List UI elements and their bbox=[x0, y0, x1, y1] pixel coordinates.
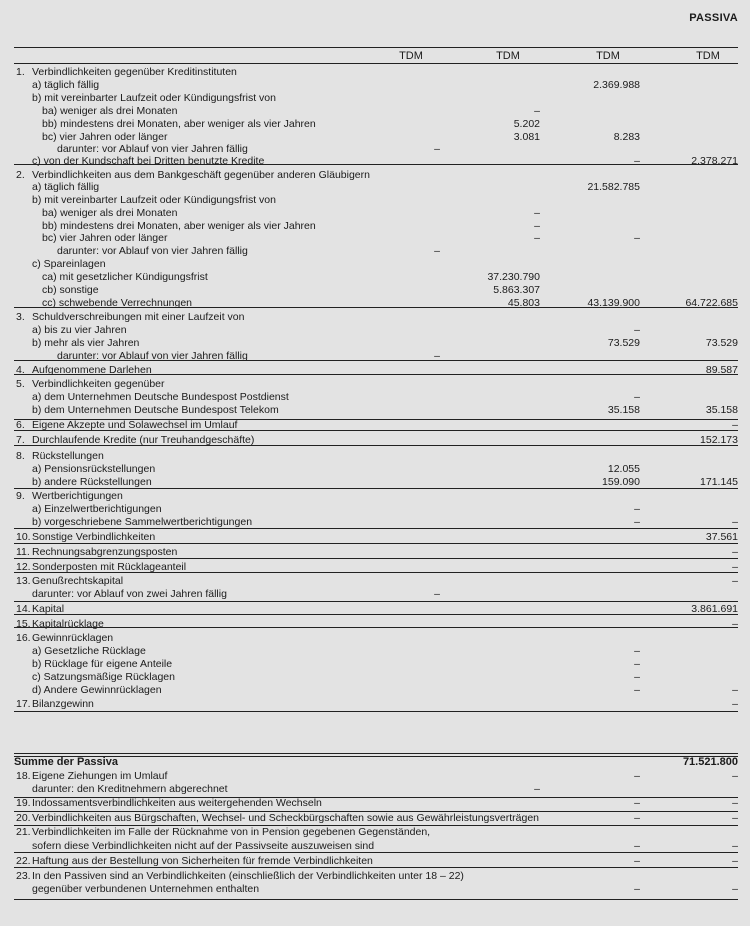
section-rule bbox=[14, 419, 738, 420]
value-col-4: – bbox=[732, 797, 738, 809]
row-number: 12. bbox=[16, 561, 31, 573]
section-rule bbox=[14, 164, 738, 165]
table-row bbox=[0, 404, 750, 417]
row-label: b) vorgeschriebene Sammelwertberichtigungen bbox=[32, 516, 253, 528]
row-label: darunter: den Kreditnehmern abgerechnet bbox=[32, 783, 228, 795]
value-col-4: – bbox=[732, 575, 738, 587]
section-rule bbox=[14, 601, 738, 602]
header-col-1: TDM bbox=[399, 50, 423, 62]
value-col-4: – bbox=[732, 516, 738, 528]
table-row bbox=[0, 378, 750, 391]
value-col-2: 5.863.307 bbox=[493, 284, 540, 296]
value-col-4: – bbox=[732, 812, 738, 824]
row-label: a) bis zu vier Jahren bbox=[32, 324, 127, 336]
section-rule bbox=[14, 558, 738, 559]
row-number: 7. bbox=[16, 434, 25, 446]
row-label: Gewinnrücklagen bbox=[32, 632, 114, 644]
row-label: Schuldverschreibungen mit einer Laufzeit von bbox=[32, 311, 245, 323]
section-rule bbox=[14, 825, 738, 826]
value-col-2: – bbox=[534, 105, 540, 117]
value-col-3: – bbox=[634, 671, 640, 683]
row-number: 23. bbox=[16, 870, 31, 882]
value-col-4: – bbox=[732, 618, 738, 630]
row-label: bb) mindestens drei Monaten, aber weniger als vier Jahren bbox=[42, 118, 316, 130]
row-label: Rückstellungen bbox=[32, 450, 104, 462]
value-col-2: 3.081 bbox=[513, 131, 540, 143]
table-row bbox=[0, 297, 750, 310]
row-label: ca) mit gesetzlicher Kündigungsfrist bbox=[42, 271, 208, 283]
row-label: ba) weniger als drei Monaten bbox=[42, 207, 178, 219]
value-col-3: – bbox=[634, 516, 640, 528]
value-col-3: – bbox=[634, 684, 640, 696]
row-label: ba) weniger als drei Monaten bbox=[42, 105, 178, 117]
table-row bbox=[0, 155, 750, 168]
row-label: Durchlaufende Kredite (nur Treuhandgeschäfte) bbox=[32, 434, 255, 446]
value-col-3: 73.529 bbox=[607, 337, 640, 349]
table-row bbox=[0, 463, 750, 476]
table-row bbox=[0, 770, 750, 783]
value-col-4: – bbox=[732, 419, 738, 431]
value-col-2: – bbox=[534, 232, 540, 244]
table-row bbox=[0, 503, 750, 516]
row-label: Haftung aus der Bestellung von Sicherheiten für fremde Verbindlichkeiten bbox=[32, 855, 373, 867]
row-label: bc) vier Jahren oder länger bbox=[42, 232, 168, 244]
value-col-1: – bbox=[434, 588, 440, 600]
table-row bbox=[0, 870, 750, 883]
value-col-2: – bbox=[534, 207, 540, 219]
value-col-3: 159.090 bbox=[602, 476, 640, 488]
table-row bbox=[0, 826, 750, 839]
row-label: c) Satzungsmäßige Rücklagen bbox=[32, 671, 175, 683]
row-label: cb) sonstige bbox=[42, 284, 99, 296]
header-col-3: TDM bbox=[596, 50, 620, 62]
row-label: Rechnungsabgrenzungsposten bbox=[32, 546, 178, 558]
header-col-2: TDM bbox=[496, 50, 520, 62]
table-row bbox=[0, 698, 750, 711]
section-rule bbox=[14, 614, 738, 615]
value-col-4: 35.158 bbox=[705, 404, 738, 416]
row-number: 4. bbox=[16, 364, 25, 376]
value-col-4: 89.587 bbox=[705, 364, 738, 376]
header-rule bbox=[14, 63, 738, 64]
row-label: darunter: vor Ablauf von vier Jahren fällig bbox=[57, 350, 248, 362]
row-label: a) täglich fällig bbox=[32, 79, 100, 91]
row-label: bc) vier Jahren oder länger bbox=[42, 131, 168, 143]
row-label: Eigene Akzepte und Solawechsel im Umlauf bbox=[32, 419, 238, 431]
row-label: b) mehr als vier Jahren bbox=[32, 337, 140, 349]
table-row bbox=[0, 258, 750, 271]
table-row bbox=[0, 337, 750, 350]
row-label: In den Passiven sind an Verbindlichkeiten (einschließlich der Verbindlichkeiten unter 18 – 22) bbox=[32, 870, 464, 882]
table-row bbox=[0, 391, 750, 404]
table-row bbox=[0, 118, 750, 131]
table-row bbox=[0, 324, 750, 337]
value-col-3: 8.283 bbox=[613, 131, 640, 143]
table-row bbox=[0, 490, 750, 503]
row-label: a) Gesetzliche Rücklage bbox=[32, 645, 146, 657]
value-col-3: – bbox=[634, 391, 640, 403]
row-number: 20. bbox=[16, 812, 31, 824]
table-row bbox=[0, 92, 750, 105]
table-row bbox=[0, 450, 750, 463]
value-col-3: 21.582.785 bbox=[587, 181, 640, 193]
value-col-2: 5.202 bbox=[513, 118, 540, 130]
table-row bbox=[0, 364, 750, 377]
section-rule bbox=[14, 528, 738, 529]
section-rule bbox=[14, 711, 738, 712]
row-label: d) Andere Gewinnrücklagen bbox=[32, 684, 162, 696]
total-rule bbox=[14, 753, 738, 754]
row-label: Sonderposten mit Rücklageanteil bbox=[32, 561, 187, 573]
value-col-3: – bbox=[634, 232, 640, 244]
value-col-3: – bbox=[634, 503, 640, 515]
value-col-3: – bbox=[634, 645, 640, 657]
page-title: PASSIVA bbox=[689, 12, 738, 24]
table-row bbox=[0, 194, 750, 207]
row-label: a) täglich fällig bbox=[32, 181, 100, 193]
value-col-3: – bbox=[634, 840, 640, 852]
value-col-3: – bbox=[634, 155, 640, 167]
table-row bbox=[0, 658, 750, 671]
value-col-2: 37.230.790 bbox=[487, 271, 540, 283]
table-row bbox=[0, 66, 750, 79]
value-col-4: 37.561 bbox=[705, 531, 738, 543]
value-col-4: – bbox=[732, 855, 738, 867]
row-number: 8. bbox=[16, 450, 25, 462]
row-label: Wertberichtigungen bbox=[32, 490, 123, 502]
table-row bbox=[0, 797, 750, 810]
section-rule bbox=[14, 445, 738, 446]
row-number: 18. bbox=[16, 770, 31, 782]
table-row bbox=[0, 575, 750, 588]
value-col-2: 45.803 bbox=[507, 297, 540, 309]
table-row bbox=[0, 284, 750, 297]
row-number: 22. bbox=[16, 855, 31, 867]
value-col-3: – bbox=[634, 324, 640, 336]
row-label: Aufgenommene Darlehen bbox=[32, 364, 152, 376]
section-rule bbox=[14, 852, 738, 853]
row-label: Summe der Passiva bbox=[14, 756, 118, 768]
row-label: b) Rücklage für eigene Anteile bbox=[32, 658, 173, 670]
table-row bbox=[0, 271, 750, 284]
section-rule bbox=[14, 811, 738, 812]
row-label: cc) schwebende Verrechnungen bbox=[42, 297, 193, 309]
value-col-3: 12.055 bbox=[607, 463, 640, 475]
value-col-1: – bbox=[434, 143, 440, 155]
header-col-4: TDM bbox=[696, 50, 720, 62]
value-col-3: 43.139.900 bbox=[587, 297, 640, 309]
row-label: darunter: vor Ablauf von vier Jahren fällig bbox=[57, 143, 248, 155]
row-number: 15. bbox=[16, 618, 31, 630]
row-number: 17. bbox=[16, 698, 31, 710]
row-number: 2. bbox=[16, 169, 25, 181]
row-number: 13. bbox=[16, 575, 31, 587]
table-row bbox=[0, 632, 750, 645]
value-col-4: 152.173 bbox=[700, 434, 738, 446]
section-rule bbox=[14, 867, 738, 868]
section-rule bbox=[14, 543, 738, 544]
value-col-1: – bbox=[434, 245, 440, 257]
row-label: gegenüber verbundenen Unternehmen enthalten bbox=[32, 883, 260, 895]
value-col-4: 71.521.800 bbox=[682, 756, 738, 768]
section-rule bbox=[14, 627, 738, 628]
row-label: Verbindlichkeiten gegenüber bbox=[32, 378, 165, 390]
row-label: darunter: vor Ablauf von zwei Jahren fällig bbox=[32, 588, 227, 600]
value-col-2: – bbox=[534, 783, 540, 795]
row-number: 16. bbox=[16, 632, 31, 644]
value-col-3: 35.158 bbox=[607, 404, 640, 416]
section-rule bbox=[14, 488, 738, 489]
row-number: 9. bbox=[16, 490, 25, 502]
row-label: Verbindlichkeiten gegenüber Kreditinstituten bbox=[32, 66, 237, 78]
row-label: Genußrechtskapital bbox=[32, 575, 124, 587]
value-col-4: 171.145 bbox=[700, 476, 738, 488]
row-label: Verbindlichkeiten aus dem Bankgeschäft gegenüber anderen Gläubigern bbox=[32, 169, 370, 181]
value-col-4: 2.378.271 bbox=[691, 155, 738, 167]
value-col-4: – bbox=[732, 546, 738, 558]
row-label: b) mit vereinbarter Laufzeit oder Kündigungsfrist von bbox=[32, 194, 276, 206]
row-label: c) Spareinlagen bbox=[32, 258, 106, 270]
row-number: 6. bbox=[16, 419, 25, 431]
row-label: Eigene Ziehungen im Umlauf bbox=[32, 770, 168, 782]
table-row bbox=[0, 883, 750, 896]
value-col-3: – bbox=[634, 812, 640, 824]
row-label: bb) mindestens drei Monaten, aber weniger als vier Jahren bbox=[42, 220, 316, 232]
value-col-3: 2.369.988 bbox=[593, 79, 640, 91]
total-rule bbox=[14, 756, 738, 757]
row-number: 19. bbox=[16, 797, 31, 809]
value-col-4: 73.529 bbox=[705, 337, 738, 349]
table-row bbox=[0, 671, 750, 684]
table-row bbox=[0, 684, 750, 697]
section-rule bbox=[14, 307, 738, 308]
row-number: 5. bbox=[16, 378, 25, 390]
value-col-4: – bbox=[732, 684, 738, 696]
row-number: 11. bbox=[16, 546, 30, 558]
row-label: c) von der Kundschaft bei Dritten benutzte Kredite bbox=[32, 155, 265, 167]
row-number: 21. bbox=[16, 826, 31, 838]
row-label: Kapitalrücklage bbox=[32, 618, 104, 630]
row-label: a) dem Unternehmen Deutsche Bundespost Postdienst bbox=[32, 391, 289, 403]
value-col-4: – bbox=[732, 561, 738, 573]
row-label: darunter: vor Ablauf von vier Jahren fällig bbox=[57, 245, 248, 257]
value-col-4: 3.861.691 bbox=[691, 603, 738, 615]
row-number: 14. bbox=[16, 603, 31, 615]
value-col-3: – bbox=[634, 855, 640, 867]
table-row bbox=[0, 645, 750, 658]
row-number: 3. bbox=[16, 311, 25, 323]
value-col-4: 64.722.685 bbox=[685, 297, 738, 309]
table-row bbox=[0, 783, 750, 796]
value-col-4: – bbox=[732, 770, 738, 782]
table-row bbox=[0, 232, 750, 245]
row-number: 1. bbox=[16, 66, 25, 78]
section-rule bbox=[14, 899, 738, 900]
value-col-4: – bbox=[732, 698, 738, 710]
value-col-4: – bbox=[732, 883, 738, 895]
table-row bbox=[0, 350, 750, 363]
value-col-3: – bbox=[634, 658, 640, 670]
row-label: a) Pensionsrückstellungen bbox=[32, 463, 156, 475]
row-label: b) andere Rückstellungen bbox=[32, 476, 152, 488]
row-label: Kapital bbox=[32, 603, 65, 615]
row-label: b) dem Unternehmen Deutsche Bundespost Telekom bbox=[32, 404, 279, 416]
row-label: Sonstige Verbindlichkeiten bbox=[32, 531, 156, 543]
table-row bbox=[0, 79, 750, 92]
value-col-1: – bbox=[434, 350, 440, 362]
table-row bbox=[0, 181, 750, 194]
row-label: b) mit vereinbarter Laufzeit oder Kündigungsfrist von bbox=[32, 92, 276, 104]
table-row bbox=[0, 588, 750, 601]
row-number: 10. bbox=[16, 531, 31, 543]
value-col-3: – bbox=[634, 770, 640, 782]
section-rule bbox=[14, 430, 738, 431]
row-label: a) Einzelwertberichtigungen bbox=[32, 503, 162, 515]
table-row bbox=[0, 618, 750, 631]
total-row bbox=[0, 756, 750, 769]
section-rule bbox=[14, 374, 738, 375]
section-rule bbox=[14, 572, 738, 573]
table-row bbox=[0, 245, 750, 258]
top-rule bbox=[14, 47, 738, 48]
section-rule bbox=[14, 360, 738, 361]
value-col-3: – bbox=[634, 797, 640, 809]
table-row bbox=[0, 105, 750, 118]
value-col-2: – bbox=[534, 220, 540, 232]
value-col-3: – bbox=[634, 883, 640, 895]
table-row bbox=[0, 207, 750, 220]
row-label: Bilanzgewinn bbox=[32, 698, 94, 710]
row-label: Indossamentsverbindlichkeiten aus weitergehenden Wechseln bbox=[32, 797, 322, 809]
value-col-4: – bbox=[732, 840, 738, 852]
row-label: Verbindlichkeiten aus Bürgschaften, Wechsel- und Scheckbürgschaften sowie aus Gewährleistungsverträgen bbox=[32, 812, 540, 824]
section-rule bbox=[14, 797, 738, 798]
table-row bbox=[0, 812, 750, 825]
table-row bbox=[0, 311, 750, 324]
row-label: Verbindlichkeiten im Falle der Rücknahme von in Pension gegebenen Gegenständen, bbox=[32, 826, 431, 838]
row-label: sofern diese Verbindlichkeiten nicht auf der Passivseite auszuweisen sind bbox=[32, 840, 375, 852]
